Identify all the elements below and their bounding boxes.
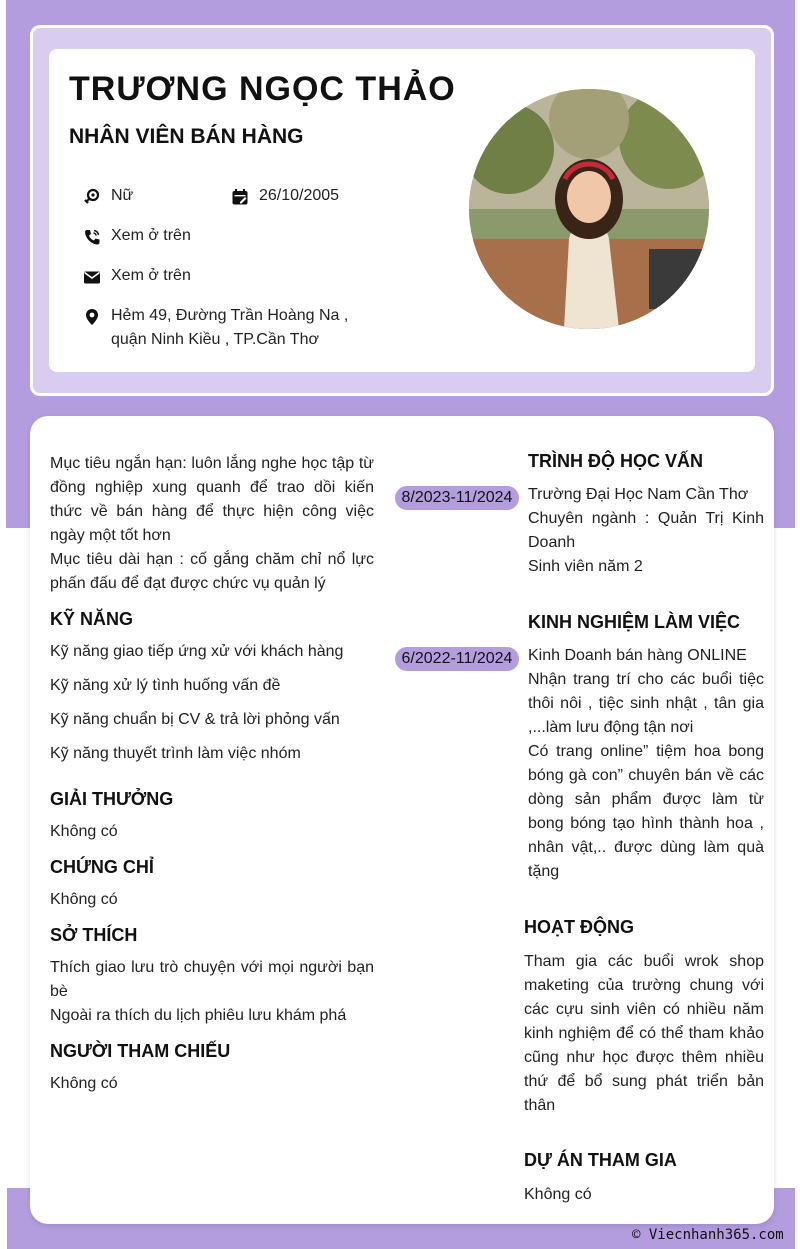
education-school: Trường Đại Học Nam Cần Thơ (528, 486, 749, 503)
certificates-text: Không có (50, 891, 118, 908)
email-icon (83, 268, 101, 286)
address-row (83, 304, 348, 352)
calendar-icon (231, 188, 249, 206)
address-line-1: Hẻm 49, Đường Trần Hoàng Na , (111, 307, 349, 324)
skill-item: Kỹ năng thuyết trình làm việc nhóm (50, 745, 301, 762)
projects-section (524, 1150, 764, 1207)
projects-title: DỰ ÁN THAM GIA (524, 1150, 677, 1170)
activities-title: HOẠT ĐỘNG (524, 917, 634, 937)
phone-icon (83, 228, 101, 246)
awards-title: GIẢI THƯỞNG (50, 789, 174, 809)
phone-value: Xem ở trên (111, 227, 191, 244)
email-value: Xem ở trên (111, 267, 191, 284)
education-date-badge: 8/2023-11/2024 (395, 486, 519, 510)
projects-text: Không có (524, 1186, 592, 1203)
experience-position: Kinh Doanh bán hàng ONLINE (528, 647, 747, 664)
profile-photo (469, 89, 709, 329)
skill-item: Kỹ năng giao tiếp ứng xử với khách hàng (50, 643, 344, 660)
gender-row (83, 184, 133, 208)
objective-short-term: Mục tiêu ngắn hạn: luôn lắng nghe học tập từ đồng nghiệp xung quanh để trao dồi kiến thức về bán hàng để thực hiện công việc ngày một tốt hơn (50, 455, 374, 544)
job-title: NHÂN VIÊN BÁN HÀNG (69, 125, 304, 148)
address-line-2: quận Ninh Kiều , TP.Cần Thơ (111, 331, 319, 348)
activities-text: Tham gia các buổi wrok shop maketing của trường chung với các cựu sinh viên có nhiều năm kinh nghiệm để có thể tham khảo cũng như học được thêm nhiều thứ để bổ sung phát triển bản thân (524, 953, 764, 1114)
experience-section (528, 612, 764, 884)
certificates-title: CHỨNG CHỈ (50, 857, 154, 877)
skill-item: Kỹ năng xử lý tình huống vấn đề (50, 677, 281, 694)
gender-value: Nữ (111, 187, 134, 204)
references-title: NGƯỜI THAM CHIẾU (50, 1041, 231, 1061)
experience-detail-1: Nhận trang trí cho các buổi tiệc thôi nôi , tiệc sinh nhật , tân gia ,...làm lưu động tận nơi (528, 671, 764, 736)
gender-icon (83, 188, 101, 206)
hobbies-title: SỞ THÍCH (50, 925, 138, 945)
objective-long-term: Mục tiêu dài hạn : cố gắng chăm chỉ nổ lực phấn đấu để đạt được chức vụ quản lý (50, 551, 374, 592)
birthdate-value: 26/10/2005 (259, 187, 340, 204)
activities-section (524, 917, 764, 1118)
candidate-name: TRƯƠNG NGỌC THẢO (69, 70, 456, 108)
birthdate-row (231, 184, 339, 208)
phone-row (83, 224, 191, 248)
location-icon (83, 308, 101, 326)
hobbies-line-2: Ngoài ra thích du lịch phiêu lưu khám phá (50, 1007, 347, 1024)
awards-text: Không có (50, 823, 118, 840)
skills-title: KỸ NĂNG (50, 609, 134, 629)
references-text: Không có (50, 1075, 118, 1092)
hobbies-line-1: Thích giao lưu trò chuyện với mọi người bạn bè (50, 959, 374, 1000)
education-year: Sinh viên năm 2 (528, 558, 643, 575)
education-major: Chuyên ngành : Quản Trị Kinh Doanh (528, 510, 764, 551)
experience-date-badge: 6/2022-11/2024 (395, 647, 519, 671)
footer-watermark[interactable]: © Viecnhanh365.com (632, 1227, 784, 1243)
experience-title: KINH NGHIỆM LÀM VIỆC (528, 612, 741, 632)
skill-item: Kỹ năng chuẩn bị CV & trả lời phỏng vấn (50, 711, 340, 728)
left-column (50, 452, 374, 1096)
education-title: TRÌNH ĐỘ HỌC VẤN (528, 451, 703, 471)
email-row (83, 264, 191, 288)
education-section (528, 451, 764, 579)
experience-detail-2: Có trang online” tiệm hoa bong bóng gà con” chuyên bán về các dòng sản phẩm được làm từ bong bóng tạo hình thành hoa , nhân vật,.. được dùng làm quà tặng (528, 743, 764, 880)
